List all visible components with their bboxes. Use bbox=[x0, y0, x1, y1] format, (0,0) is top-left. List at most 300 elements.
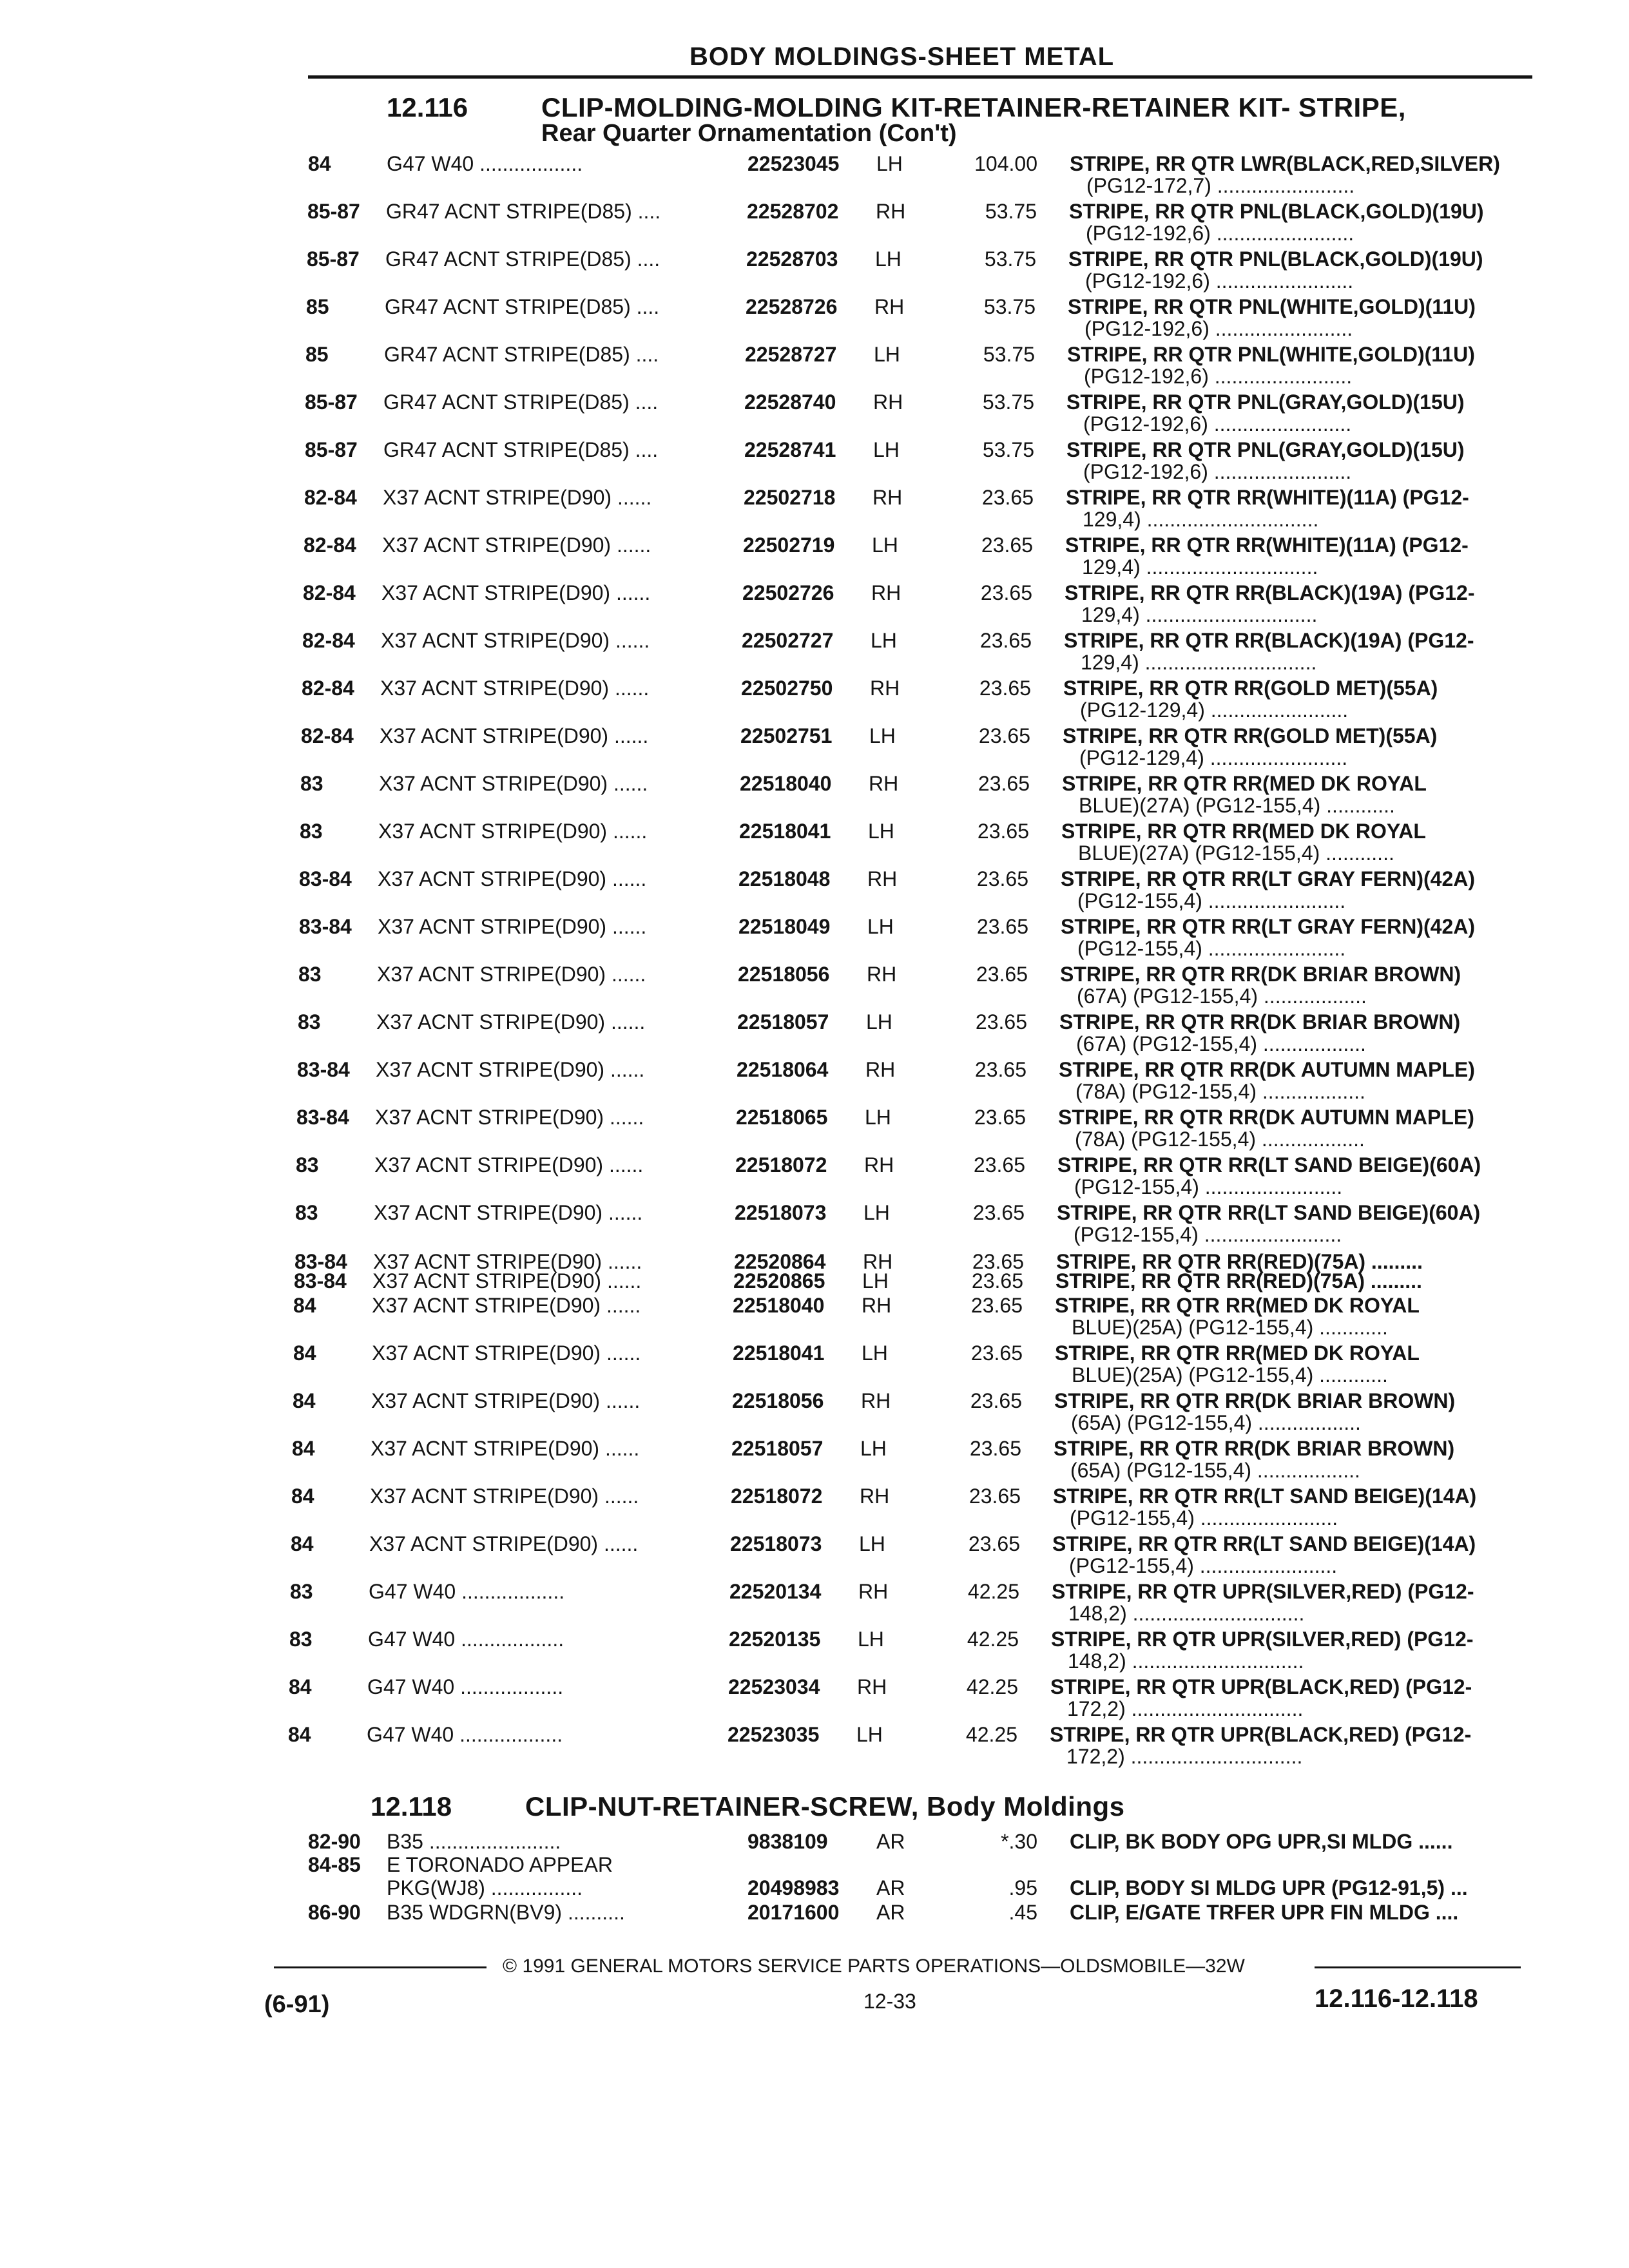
description-line-2: BLUE)(27A) (PG12-155,4) ............ bbox=[1078, 841, 1394, 865]
year-cell: 86-90 bbox=[308, 1901, 361, 1924]
description-line-2: (PG12-129,4) ........................ bbox=[1080, 698, 1349, 722]
description-line-1: STRIPE, RR QTR UPR(SILVER,RED) (PG12- bbox=[1052, 1580, 1474, 1603]
description-line-1: STRIPE, RR QTR RR(MED DK ROYAL bbox=[1061, 820, 1426, 843]
description-cell bbox=[1070, 1876, 1468, 1900]
year-cell: 85-87 bbox=[307, 247, 360, 271]
description-line-2: (78A) (PG12-155,4) .................. bbox=[1075, 1128, 1365, 1151]
part-number-cell: 22518040 bbox=[740, 772, 832, 795]
side-cell: LH bbox=[871, 629, 897, 652]
description-cell bbox=[1050, 1675, 1472, 1720]
year-cell: 83 bbox=[300, 772, 323, 795]
part-number-cell: 22528703 bbox=[746, 247, 838, 271]
description-line-1: STRIPE, RR QTR RR(MED DK ROYAL bbox=[1055, 1294, 1420, 1317]
side-cell: LH bbox=[865, 1106, 891, 1129]
side-cell: LH bbox=[869, 724, 896, 747]
model-cell: X37 ACNT STRIPE(D90) ...... bbox=[372, 1269, 642, 1293]
model-cell: X37 ACNT STRIPE(D90) ...... bbox=[373, 1250, 642, 1273]
part-number-cell: 22523035 bbox=[728, 1723, 820, 1746]
description-cell bbox=[1061, 867, 1475, 912]
year-cell: 85-87 bbox=[305, 438, 358, 461]
description-line-2: (PG12-155,4) ........................ bbox=[1074, 1223, 1342, 1246]
description-cell bbox=[1065, 581, 1475, 626]
model-cell: X37 ACNT STRIPE(D90) ...... bbox=[376, 1058, 645, 1081]
description-cell bbox=[1054, 1389, 1456, 1434]
description-cell bbox=[1066, 486, 1469, 531]
footer-rule-left bbox=[274, 1966, 487, 1968]
price-cell: 23.65 bbox=[975, 1010, 1027, 1033]
model-cell: G47 W40 .................. bbox=[369, 1580, 565, 1603]
price-cell: 42.25 bbox=[967, 1628, 1019, 1651]
description-cell bbox=[1064, 629, 1474, 674]
side-cell: LH bbox=[856, 1723, 883, 1746]
price-cell: 53.75 bbox=[982, 390, 1034, 414]
description-line-2: (67A) (PG12-155,4) .................. bbox=[1076, 1032, 1366, 1055]
model-cell: X37 ACNT STRIPE(D90) ...... bbox=[380, 724, 649, 747]
part-number-cell: 22502726 bbox=[742, 581, 834, 604]
price-cell: 53.75 bbox=[985, 200, 1037, 223]
year-cell: 83-84 bbox=[299, 915, 352, 938]
part-number-cell: 22528741 bbox=[744, 438, 836, 461]
description-line-2: (78A) (PG12-155,4) .................. bbox=[1075, 1080, 1365, 1103]
description-line-2: 129,4) .............................. bbox=[1081, 651, 1317, 674]
price-cell: 23.65 bbox=[970, 1294, 1023, 1317]
year-cell: 84 bbox=[293, 1294, 316, 1317]
section-number: 12.116 bbox=[387, 92, 468, 122]
year-cell: 84 bbox=[288, 1723, 311, 1746]
description-line-2: (PG12-129,4) ........................ bbox=[1079, 746, 1348, 769]
model-cell: G47 W40 .................. bbox=[367, 1723, 563, 1746]
description-cell bbox=[1069, 200, 1484, 245]
year-cell: 82-84 bbox=[302, 629, 355, 652]
year-cell: 83 bbox=[298, 963, 322, 986]
year-cell: 84 bbox=[293, 1389, 316, 1412]
side-cell: RH bbox=[860, 1485, 890, 1508]
model-cell: X37 ACNT STRIPE(D90) ...... bbox=[369, 1532, 639, 1555]
price-cell: 23.65 bbox=[974, 1058, 1027, 1081]
model-cell: B35 WDGRN(BV9) .......... bbox=[387, 1901, 625, 1924]
description-line-2: BLUE)(27A) (PG12-155,4) ............ bbox=[1079, 794, 1395, 817]
description-line-2: 172,2) .............................. bbox=[1067, 1697, 1304, 1720]
description-line-1: STRIPE, RR QTR UPR(BLACK,RED) (PG12- bbox=[1050, 1675, 1472, 1698]
model-cell: X37 ACNT STRIPE(D90) ...... bbox=[375, 1106, 644, 1129]
description-line-1: STRIPE, RR QTR RR(DK BRIAR BROWN) bbox=[1059, 1010, 1461, 1033]
part-number-cell: 22520864 bbox=[734, 1250, 826, 1273]
part-number-cell: 20498983 bbox=[747, 1876, 840, 1899]
description-line-1: STRIPE, RR QTR PNL(WHITE,GOLD)(11U) bbox=[1067, 343, 1475, 366]
side-cell: RH bbox=[876, 200, 906, 223]
part-number-cell: 22528740 bbox=[744, 390, 836, 414]
model-cell: GR47 ACNT STRIPE(D85) .... bbox=[385, 247, 660, 271]
price-cell: *.30 bbox=[1001, 1830, 1037, 1853]
side-cell: LH bbox=[868, 820, 894, 843]
price-cell: 23.65 bbox=[979, 677, 1031, 700]
price-cell: 53.75 bbox=[982, 438, 1034, 461]
model-cell: X37 ACNT STRIPE(D90) ...... bbox=[380, 677, 650, 700]
side-cell: LH bbox=[873, 438, 900, 461]
year-cell: 82-84 bbox=[301, 724, 354, 747]
description-line-2: (PG12-172,7) ........................ bbox=[1086, 174, 1355, 197]
model-cell: X37 ACNT STRIPE(D90) ...... bbox=[370, 1485, 639, 1508]
description-cell bbox=[1055, 1269, 1422, 1293]
year-cell: 83-84 bbox=[296, 1106, 349, 1129]
price-cell: 42.25 bbox=[967, 1580, 1019, 1603]
section-subtitle: Rear Quarter Ornamentation (Con't) bbox=[541, 120, 957, 147]
model-cell: X37 ACNT STRIPE(D90) ...... bbox=[378, 820, 648, 843]
side-cell: RH bbox=[863, 1250, 893, 1273]
price-cell: 23.65 bbox=[972, 1250, 1024, 1273]
description-line-2: (PG12-192,6) ........................ bbox=[1085, 269, 1354, 293]
description-line-1: STRIPE, RR QTR RR(DK AUTUMN MAPLE) bbox=[1059, 1058, 1475, 1081]
side-cell: RH bbox=[873, 390, 903, 414]
part-number-cell: 22520865 bbox=[733, 1269, 825, 1293]
part-number-cell: 22518073 bbox=[730, 1532, 822, 1555]
description-line-1: STRIPE, RR QTR PNL(BLACK,GOLD)(19U) bbox=[1069, 200, 1484, 223]
side-cell: RH bbox=[865, 1058, 896, 1081]
description-cell bbox=[1070, 152, 1500, 197]
description-cell bbox=[1070, 1901, 1458, 1925]
side-cell: RH bbox=[870, 677, 900, 700]
footer-copyright: © 1991 GENERAL MOTORS SERVICE PARTS OPERATIONS—OLDSMOBILE—32W bbox=[503, 1956, 1245, 1977]
model-cell: B35 ....................... bbox=[387, 1830, 561, 1853]
description-line-2: (65A) (PG12-155,4) .................. bbox=[1070, 1459, 1360, 1482]
description-line-1: STRIPE, RR QTR RR(MED DK ROYAL bbox=[1055, 1341, 1420, 1365]
side-cell: RH bbox=[869, 772, 899, 795]
year-cell: 83 bbox=[289, 1628, 313, 1651]
year-cell: 83 bbox=[290, 1580, 313, 1603]
year-cell: 83-84 bbox=[294, 1269, 347, 1293]
side-cell: RH bbox=[862, 1294, 892, 1317]
description-cell bbox=[1067, 343, 1475, 388]
model-cell: X37 ACNT STRIPE(D90) ...... bbox=[371, 1389, 641, 1412]
part-number-cell: 22518056 bbox=[738, 963, 830, 986]
year-cell: 83-84 bbox=[297, 1058, 350, 1081]
description-cell bbox=[1057, 1201, 1481, 1246]
part-number-cell: 22523045 bbox=[747, 152, 840, 175]
model-cell: GR47 ACNT STRIPE(D85) .... bbox=[383, 390, 659, 414]
model-cell: X37 ACNT STRIPE(D90) ...... bbox=[383, 486, 652, 509]
model-cell: G47 W40 .................. bbox=[368, 1628, 564, 1651]
price-cell: 23.65 bbox=[971, 1269, 1023, 1293]
price-cell: 23.65 bbox=[981, 533, 1033, 557]
description-cell bbox=[1055, 1341, 1420, 1387]
price-cell: 23.65 bbox=[972, 1201, 1025, 1224]
description-line-2: 148,2) .............................. bbox=[1068, 1602, 1305, 1625]
model-cell: X37 ACNT STRIPE(D90) ...... bbox=[376, 1010, 646, 1033]
description-cell bbox=[1053, 1485, 1477, 1530]
description-line-2: BLUE)(25A) (PG12-155,4) ............ bbox=[1072, 1316, 1388, 1339]
description-cell bbox=[1066, 390, 1465, 436]
side-cell: LH bbox=[860, 1437, 887, 1460]
part-number-cell: 22502727 bbox=[742, 629, 834, 652]
description-line-1: STRIPE, RR QTR RR(DK BRIAR BROWN) bbox=[1054, 1389, 1456, 1412]
description-line-1: STRIPE, RR QTR RR(GOLD MET)(55A) bbox=[1063, 724, 1438, 747]
description-cell bbox=[1058, 1106, 1474, 1151]
price-cell: 23.65 bbox=[976, 963, 1028, 986]
description-cell bbox=[1051, 1628, 1474, 1673]
part-number-cell: 22518041 bbox=[739, 820, 831, 843]
side-cell: LH bbox=[862, 1269, 889, 1293]
part-number-cell: 22518040 bbox=[733, 1294, 825, 1317]
description-line-2: (PG12-192,6) ........................ bbox=[1084, 365, 1353, 388]
description-line-1: STRIPE, RR QTR UPR(SILVER,RED) (PG12- bbox=[1051, 1628, 1474, 1651]
description-line-1: STRIPE, RR QTR RR(WHITE)(11A) (PG12- bbox=[1065, 533, 1469, 557]
description-line-1: STRIPE, RR QTR RR(GOLD MET)(55A) bbox=[1063, 677, 1438, 700]
model-cell: GR47 ACNT STRIPE(D85) .... bbox=[383, 438, 659, 461]
year-cell: 82-84 bbox=[304, 486, 357, 509]
part-number-cell: 22518056 bbox=[732, 1389, 824, 1412]
part-number-cell: 22520134 bbox=[729, 1580, 822, 1603]
description-cell bbox=[1061, 915, 1475, 960]
part-number-cell: 22518072 bbox=[731, 1485, 823, 1508]
description-cell bbox=[1059, 1010, 1461, 1055]
model-cell: X37 ACNT STRIPE(D90) ...... bbox=[378, 867, 647, 890]
description-line-1: CLIP, BODY SI MLDG UPR (PG12-91,5) ... bbox=[1070, 1876, 1468, 1899]
description-line-2: 172,2) .............................. bbox=[1066, 1745, 1303, 1768]
year-cell: 83 bbox=[295, 1201, 318, 1224]
model-cell: X37 ACNT STRIPE(D90) ...... bbox=[371, 1437, 640, 1460]
side-cell: LH bbox=[863, 1201, 890, 1224]
description-line-2: 129,4) .............................. bbox=[1081, 603, 1318, 626]
model-cell: GR47 ACNT STRIPE(D85) .... bbox=[385, 295, 660, 318]
description-cell bbox=[1055, 1294, 1420, 1339]
description-line-1: STRIPE, RR QTR RR(DK BRIAR BROWN) bbox=[1060, 963, 1461, 986]
year-cell: 84 bbox=[289, 1675, 312, 1698]
year-cell: 84 bbox=[292, 1437, 315, 1460]
part-number-cell: 22518041 bbox=[733, 1341, 825, 1365]
side-cell: LH bbox=[859, 1532, 885, 1555]
description-line-2: (67A) (PG12-155,4) .................. bbox=[1077, 985, 1367, 1008]
model-cell: PKG(WJ8) ................ bbox=[387, 1876, 583, 1899]
description-cell bbox=[1062, 772, 1427, 817]
price-cell: 23.65 bbox=[969, 1485, 1021, 1508]
side-cell: LH bbox=[876, 152, 903, 175]
model-cell: X37 ACNT STRIPE(D90) ...... bbox=[378, 915, 647, 938]
part-number-cell: 22502719 bbox=[743, 533, 835, 557]
part-number-cell: 22528702 bbox=[747, 200, 839, 223]
section-title: CLIP-MOLDING-MOLDING KIT-RETAINER-RETAINER KIT- STRIPE, bbox=[541, 92, 1406, 122]
description-cell bbox=[1061, 820, 1426, 865]
description-cell bbox=[1059, 1058, 1475, 1103]
section-title: CLIP-NUT-RETAINER-SCREW, Body Moldings bbox=[525, 1791, 1125, 1821]
year-cell: 84 bbox=[291, 1485, 314, 1508]
footer-page-number: 12-33 bbox=[863, 1990, 916, 2013]
part-number-cell: 22502718 bbox=[744, 486, 836, 509]
description-line-1: STRIPE, RR QTR RR(LT GRAY FERN)(42A) bbox=[1061, 867, 1475, 890]
year-cell: 85 bbox=[305, 343, 329, 366]
description-line-2: (PG12-155,4) ........................ bbox=[1070, 1506, 1338, 1530]
part-number-cell: 20171600 bbox=[747, 1901, 840, 1924]
price-cell: 104.00 bbox=[974, 152, 1037, 175]
year-cell: 82-84 bbox=[302, 677, 354, 700]
description-line-2: (65A) (PG12-155,4) .................. bbox=[1071, 1411, 1361, 1434]
model-cell: G47 W40 .................. bbox=[387, 152, 583, 175]
side-cell: AR bbox=[876, 1876, 905, 1899]
side-cell: RH bbox=[861, 1389, 891, 1412]
part-number-cell: 22518057 bbox=[737, 1010, 829, 1033]
description-line-1: STRIPE, RR QTR UPR(BLACK,RED) (PG12- bbox=[1050, 1723, 1472, 1746]
part-number-cell: 22502751 bbox=[740, 724, 833, 747]
price-cell: 23.65 bbox=[978, 724, 1030, 747]
price-cell: 42.25 bbox=[966, 1675, 1018, 1698]
model-cell: X37 ACNT STRIPE(D90) ...... bbox=[372, 1294, 641, 1317]
model-cell: GR47 ACNT STRIPE(D85) .... bbox=[384, 343, 659, 366]
description-line-1: STRIPE, RR QTR RR(MED DK ROYAL bbox=[1062, 772, 1427, 795]
part-number-cell: 22523034 bbox=[728, 1675, 820, 1698]
description-line-1: STRIPE, RR QTR RR(DK BRIAR BROWN) bbox=[1054, 1437, 1455, 1460]
part-number-cell: 9838109 bbox=[747, 1830, 828, 1853]
description-line-2: 129,4) .............................. bbox=[1083, 508, 1319, 531]
price-cell: 23.65 bbox=[969, 1437, 1021, 1460]
side-cell: LH bbox=[874, 343, 900, 366]
description-line-2: 129,4) .............................. bbox=[1082, 555, 1318, 579]
side-cell: RH bbox=[858, 1580, 889, 1603]
description-line-2: (PG12-155,4) ........................ bbox=[1077, 937, 1346, 960]
description-line-1: STRIPE, RR QTR RR(LT SAND BEIGE)(14A) bbox=[1052, 1532, 1476, 1555]
price-cell: 23.65 bbox=[970, 1341, 1023, 1365]
description-line-1: STRIPE, RR QTR RR(LT SAND BEIGE)(14A) bbox=[1053, 1485, 1477, 1508]
header-rule bbox=[308, 75, 1532, 79]
price-cell: .45 bbox=[1008, 1901, 1037, 1924]
price-cell: 53.75 bbox=[983, 343, 1035, 366]
description-line-1: STRIPE, RR QTR RR(LT SAND BEIGE)(60A) bbox=[1057, 1201, 1481, 1224]
model-cell: X37 ACNT STRIPE(D90) ...... bbox=[377, 963, 646, 986]
year-cell: 84 bbox=[293, 1341, 316, 1365]
description-line-2: BLUE)(25A) (PG12-155,4) ............ bbox=[1072, 1363, 1388, 1387]
description-line-1: STRIPE, RR QTR RR(RED)(75A) ......... bbox=[1055, 1269, 1422, 1293]
side-cell: LH bbox=[862, 1341, 888, 1365]
part-number-cell: 22518072 bbox=[735, 1153, 827, 1177]
year-cell: 84-85 bbox=[308, 1853, 361, 1876]
description-line-1: STRIPE, RR QTR RR(RED)(75A) ......... bbox=[1056, 1250, 1423, 1273]
model-cell: X37 ACNT STRIPE(D90) ...... bbox=[372, 1341, 641, 1365]
description-line-2: (PG12-155,4) ........................ bbox=[1069, 1554, 1338, 1577]
model-cell: X37 ACNT STRIPE(D90) ...... bbox=[374, 1153, 644, 1177]
description-line-1: STRIPE, RR QTR PNL(GRAY,GOLD)(15U) bbox=[1066, 390, 1465, 414]
description-cell bbox=[1057, 1153, 1481, 1198]
year-cell: 85-87 bbox=[305, 390, 358, 414]
year-cell: 82-84 bbox=[303, 581, 356, 604]
description-cell bbox=[1068, 247, 1483, 293]
description-line-2: (PG12-155,4) ........................ bbox=[1074, 1175, 1343, 1198]
price-cell: .95 bbox=[1008, 1876, 1037, 1899]
side-cell: RH bbox=[867, 963, 897, 986]
part-number-cell: 22520135 bbox=[729, 1628, 821, 1651]
year-cell: 84 bbox=[308, 152, 331, 175]
description-cell bbox=[1063, 724, 1438, 769]
side-cell: LH bbox=[866, 1010, 892, 1033]
description-cell bbox=[1066, 438, 1465, 483]
description-line-1: STRIPE, RR QTR PNL(GRAY,GOLD)(15U) bbox=[1066, 438, 1465, 461]
section-number: 12.118 bbox=[371, 1791, 452, 1821]
side-cell: LH bbox=[875, 247, 901, 271]
description-line-2: (PG12-192,6) ........................ bbox=[1083, 460, 1352, 483]
price-cell: 23.65 bbox=[981, 486, 1034, 509]
side-cell: RH bbox=[872, 486, 903, 509]
description-cell bbox=[1052, 1532, 1476, 1577]
price-cell: 23.65 bbox=[970, 1389, 1022, 1412]
year-cell: 82-90 bbox=[308, 1830, 361, 1853]
footer-date-code: (6-91) bbox=[264, 1991, 330, 2018]
part-number-cell: 22518049 bbox=[738, 915, 831, 938]
year-cell: 83 bbox=[300, 820, 323, 843]
year-cell: 85 bbox=[306, 295, 329, 318]
price-cell: 42.25 bbox=[965, 1723, 1017, 1746]
part-number-cell: 22518057 bbox=[731, 1437, 824, 1460]
model-cell: X37 ACNT STRIPE(D90) ...... bbox=[381, 629, 650, 652]
description-line-1: STRIPE, RR QTR RR(WHITE)(11A) (PG12- bbox=[1066, 486, 1469, 509]
price-cell: 53.75 bbox=[984, 247, 1036, 271]
price-cell: 23.65 bbox=[968, 1532, 1020, 1555]
description-line-1: STRIPE, RR QTR RR(LT GRAY FERN)(42A) bbox=[1061, 915, 1475, 938]
description-line-2: 148,2) .............................. bbox=[1068, 1649, 1304, 1673]
side-cell: RH bbox=[867, 867, 898, 890]
side-cell: LH bbox=[867, 915, 894, 938]
description-cell bbox=[1070, 1830, 1452, 1854]
model-cell: GR47 ACNT STRIPE(D85) .... bbox=[386, 200, 661, 223]
price-cell: 23.65 bbox=[979, 629, 1032, 652]
part-number-cell: 22528726 bbox=[746, 295, 838, 318]
description-cell bbox=[1050, 1723, 1472, 1768]
side-cell: AR bbox=[876, 1901, 905, 1924]
price-cell: 23.65 bbox=[980, 581, 1032, 604]
year-cell: 83 bbox=[298, 1010, 321, 1033]
description-cell bbox=[1063, 677, 1438, 722]
footer-rule-right bbox=[1315, 1966, 1521, 1968]
description-line-1: STRIPE, RR QTR RR(DK AUTUMN MAPLE) bbox=[1058, 1106, 1474, 1129]
description-line-1: STRIPE, RR QTR PNL(BLACK,GOLD)(19U) bbox=[1068, 247, 1483, 271]
price-cell: 53.75 bbox=[983, 295, 1036, 318]
year-cell: 83 bbox=[296, 1153, 319, 1177]
description-line-2: (PG12-192,6) ........................ bbox=[1083, 412, 1352, 436]
model-cell: G47 W40 .................. bbox=[367, 1675, 564, 1698]
model-cell: X37 ACNT STRIPE(D90) ...... bbox=[374, 1201, 643, 1224]
description-line-2: (PG12-192,6) ........................ bbox=[1086, 222, 1354, 245]
part-number-cell: 22518064 bbox=[737, 1058, 829, 1081]
price-cell: 23.65 bbox=[976, 867, 1028, 890]
side-cell: RH bbox=[871, 581, 901, 604]
model-cell: X37 ACNT STRIPE(D90) ...... bbox=[381, 581, 651, 604]
part-number-cell: 22518065 bbox=[736, 1106, 828, 1129]
description-cell bbox=[1052, 1580, 1474, 1625]
description-cell bbox=[1060, 963, 1461, 1008]
side-cell: LH bbox=[858, 1628, 884, 1651]
price-cell: 23.65 bbox=[973, 1153, 1025, 1177]
description-cell bbox=[1054, 1437, 1455, 1482]
part-number-cell: 22518048 bbox=[738, 867, 831, 890]
side-cell: AR bbox=[876, 1830, 905, 1853]
side-cell: RH bbox=[874, 295, 905, 318]
part-number-cell: 22518073 bbox=[735, 1201, 827, 1224]
page-title: BODY MOLDINGS-SHEET METAL bbox=[689, 43, 1115, 71]
description-line-2: (PG12-155,4) ........................ bbox=[1077, 889, 1346, 912]
year-cell: 85-87 bbox=[307, 200, 360, 223]
part-number-cell: 22528727 bbox=[745, 343, 837, 366]
description-cell bbox=[1065, 533, 1469, 579]
description-line-1: STRIPE, RR QTR PNL(WHITE,GOLD)(11U) bbox=[1068, 295, 1476, 318]
description-line-1: STRIPE, RR QTR RR(BLACK)(19A) (PG12- bbox=[1064, 629, 1474, 652]
description-line-1: STRIPE, RR QTR RR(LT SAND BEIGE)(60A) bbox=[1057, 1153, 1481, 1177]
part-number-cell: 22502750 bbox=[741, 677, 833, 700]
side-cell: RH bbox=[857, 1675, 887, 1698]
side-cell: LH bbox=[872, 533, 898, 557]
price-cell: 23.65 bbox=[978, 772, 1030, 795]
description-line-2: (PG12-192,6) ........................ bbox=[1084, 317, 1353, 340]
description-line-1: STRIPE, RR QTR LWR(BLACK,RED,SILVER) bbox=[1070, 152, 1500, 175]
price-cell: 23.65 bbox=[976, 915, 1028, 938]
model-cell: X37 ACNT STRIPE(D90) ...... bbox=[379, 772, 648, 795]
side-cell: RH bbox=[864, 1153, 894, 1177]
price-cell: 23.65 bbox=[974, 1106, 1026, 1129]
